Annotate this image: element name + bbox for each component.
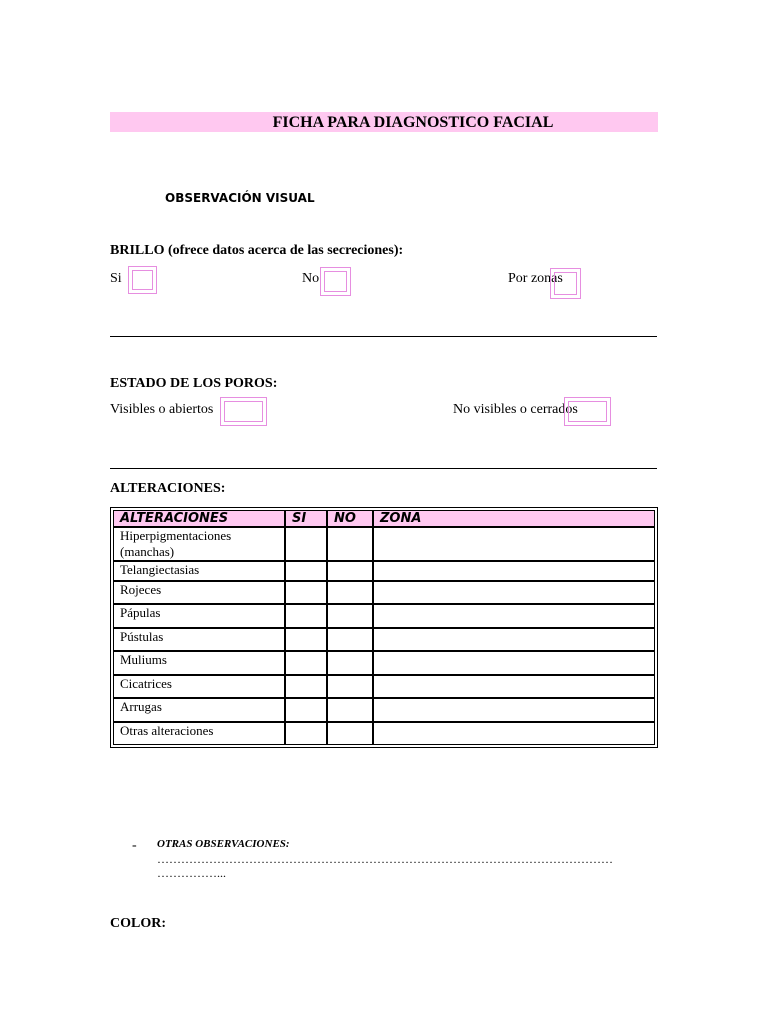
table-header-row [113,510,655,527]
otras-observaciones-line-1[interactable]: …………………………………………………………………………………………………… [157,852,613,866]
poros-no-visibles-label: No visibles o cerrados [453,402,578,417]
otras-observaciones-bullet: - [132,838,137,853]
no-cell[interactable] [327,561,373,581]
si-cell[interactable] [285,675,327,698]
row-label: Pústulas [113,628,285,651]
otras-observaciones-label: OTRAS OBSERVACIONES: [157,838,290,850]
si-cell[interactable] [285,628,327,651]
zona-cell[interactable] [373,698,655,722]
row-label: Pápulas [113,604,285,628]
si-cell[interactable] [285,722,327,745]
poros-visibles-checkbox[interactable] [220,397,267,426]
brillo-por-zonas-checkbox[interactable] [550,268,581,299]
brillo-option-por-zonas-label: Por zonas [508,271,563,286]
row-label: Rojeces [113,581,285,604]
zona-cell[interactable] [373,604,655,628]
table-row [113,651,655,675]
brillo-option-no-label: No [302,271,320,286]
brillo-si-checkbox[interactable] [128,266,157,294]
si-cell[interactable] [285,581,327,604]
zona-cell[interactable] [373,675,655,698]
color-heading: COLOR: [110,916,166,931]
row-label: Muliums [113,651,285,675]
si-cell[interactable] [285,527,327,561]
divider-line [110,468,657,469]
poros-heading: ESTADO DE LOS POROS: [110,376,278,391]
table-row [113,604,655,628]
column-header-alteraciones: ALTERACIONES [113,510,285,527]
zona-cell[interactable] [373,628,655,651]
brillo-heading: BRILLO (ofrece datos acerca de las secreciones): [110,243,404,258]
si-cell[interactable] [285,651,327,675]
table-row [113,527,655,561]
alteraciones-heading: ALTERACIONES: [110,481,226,496]
no-cell[interactable] [327,604,373,628]
row-label: Hiperpigmentaciones (manchas) [113,527,285,561]
si-cell[interactable] [285,561,327,581]
no-cell[interactable] [327,581,373,604]
table-row [113,628,655,651]
zona-cell[interactable] [373,722,655,745]
si-cell[interactable] [285,604,327,628]
column-header-si: SI [285,510,327,527]
no-cell[interactable] [327,651,373,675]
table-row [113,698,655,722]
row-label: Telangiectasias [113,561,285,581]
column-header-no: NO [327,510,373,527]
si-cell[interactable] [285,698,327,722]
zona-cell[interactable] [373,651,655,675]
poros-no-visibles-checkbox[interactable] [564,397,611,426]
column-header-zona: ZONA [373,510,655,527]
page-title: FICHA PARA DIAGNOSTICO FACIAL [272,114,554,131]
brillo-no-checkbox[interactable] [320,267,351,296]
row-label: Cicatrices [113,675,285,698]
section-observacion-visual: OBSERVACIÓN VISUAL [165,191,315,205]
table-row [113,581,655,604]
divider-line [110,336,657,337]
alteraciones-table [110,507,658,748]
zona-cell[interactable] [373,581,655,604]
no-cell[interactable] [327,722,373,745]
table-row [113,561,655,581]
no-cell[interactable] [327,527,373,561]
table-row [113,722,655,745]
row-label: Otras alteraciones [113,722,285,745]
zona-cell[interactable] [373,527,655,561]
no-cell[interactable] [327,675,373,698]
row-label: Arrugas [113,698,285,722]
poros-visibles-label: Visibles o abiertos [110,402,214,417]
otras-observaciones-line-2[interactable]: ……………... [157,866,226,880]
no-cell[interactable] [327,698,373,722]
no-cell[interactable] [327,628,373,651]
zona-cell[interactable] [373,561,655,581]
brillo-option-si-label: Si [110,271,122,286]
table-row [113,675,655,698]
